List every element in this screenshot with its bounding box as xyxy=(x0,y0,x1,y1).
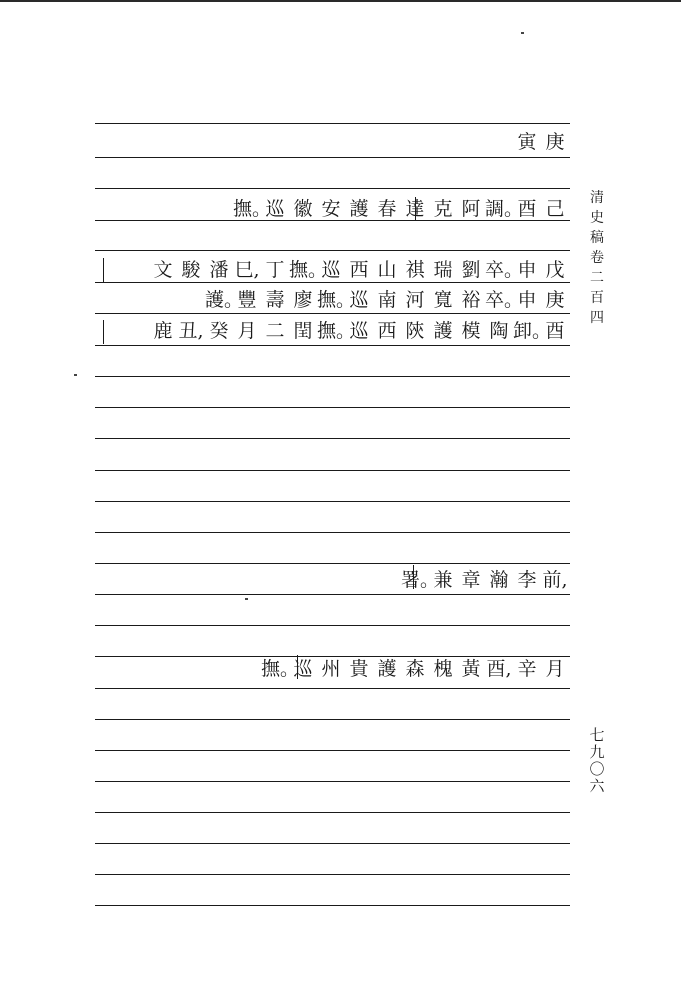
record-char: 黃 xyxy=(461,658,481,680)
record-char: 丑, xyxy=(178,320,204,342)
ruled-line xyxy=(95,157,570,158)
record-char: 戊 xyxy=(545,259,565,281)
ruled-line xyxy=(95,220,570,221)
record-char: 阿 xyxy=(461,198,481,220)
ruled-line xyxy=(95,501,570,502)
record-char: 護。 xyxy=(205,289,244,311)
volume-header xyxy=(585,188,609,328)
ruled-line xyxy=(95,532,570,533)
ruled-line xyxy=(95,750,570,751)
record-char: 南 xyxy=(377,289,397,311)
record-char: 兼 xyxy=(433,569,453,591)
record-char: 駿 xyxy=(181,259,201,281)
record-char: 卸。 xyxy=(513,320,552,342)
record-char: 前, xyxy=(542,569,568,591)
record-char: 潘 xyxy=(209,259,229,281)
record-char: 壽 xyxy=(265,289,285,311)
record-char: 撫。 xyxy=(233,198,272,220)
record-char: 閏 xyxy=(293,320,313,342)
page-number-char: 六 xyxy=(589,777,605,795)
record-char: 李 xyxy=(517,569,537,591)
record-char: 二 xyxy=(265,320,285,342)
record-char: 西 xyxy=(377,320,397,342)
ruled-line xyxy=(95,188,570,189)
scan-speck xyxy=(521,32,524,34)
record-char: 克 xyxy=(433,198,453,220)
record-char: 模 xyxy=(461,320,481,342)
record-char: 撫。 xyxy=(317,289,356,311)
record-char: 撫。 xyxy=(289,259,328,281)
record-char: 癸 xyxy=(209,320,229,342)
record-char: 庚 xyxy=(545,131,565,153)
record-char: 祺 xyxy=(405,259,425,281)
record-char: 護 xyxy=(377,658,397,680)
name-marker xyxy=(297,655,298,679)
record-char: 調。 xyxy=(485,198,524,220)
record-char: 安 xyxy=(321,198,341,220)
record-char: 撫。 xyxy=(317,320,356,342)
page-number-char: 〇 xyxy=(589,760,605,778)
record-char: 寅 xyxy=(517,131,537,153)
record-char: 劉 xyxy=(461,259,481,281)
record-row-r3 xyxy=(149,259,569,281)
record-char: 庚 xyxy=(545,289,565,311)
ruled-line xyxy=(95,313,570,314)
ruled-line xyxy=(95,438,570,439)
ruled-line xyxy=(95,688,570,689)
record-char: 月 xyxy=(545,658,565,680)
record-char: 西 xyxy=(349,259,369,281)
record-row-r4 xyxy=(205,289,569,311)
ruled-line xyxy=(95,470,570,471)
ruled-line xyxy=(95,656,570,657)
record-char: 豐 xyxy=(237,289,257,311)
page-number-char: 九 xyxy=(589,743,605,761)
ruled-line xyxy=(95,719,570,720)
record-char: 達 xyxy=(405,198,425,220)
top-border xyxy=(0,0,681,2)
ruled-line xyxy=(95,812,570,813)
record-row-r2 xyxy=(233,198,569,220)
record-char: 署。 xyxy=(401,569,440,591)
record-char: 州 xyxy=(321,658,341,680)
record-char: 寬 xyxy=(433,289,453,311)
record-char: 巳, xyxy=(234,259,260,281)
record-char: 瑞 xyxy=(433,259,453,281)
ruled-line xyxy=(95,625,570,626)
ruled-line xyxy=(95,282,570,283)
ruled-line xyxy=(95,407,570,408)
page-number xyxy=(585,727,609,795)
ruled-line xyxy=(95,594,570,595)
record-char: 巡 xyxy=(293,658,313,680)
record-row-r6 xyxy=(401,569,569,591)
record-char: 河 xyxy=(405,289,425,311)
record-char: 裕 xyxy=(461,289,481,311)
ruled-line xyxy=(95,905,570,906)
record-char: 酉, xyxy=(486,658,512,680)
header-char: 百 xyxy=(590,290,604,306)
record-char: 申 xyxy=(517,289,537,311)
record-char: 巡 xyxy=(349,289,369,311)
ruled-line xyxy=(95,123,570,124)
header-char: 四 xyxy=(590,310,604,326)
record-row-r7 xyxy=(261,658,569,680)
record-row-r1 xyxy=(513,131,569,153)
scan-speck xyxy=(245,598,248,600)
record-char: 文 xyxy=(153,259,173,281)
record-char: 槐 xyxy=(433,658,453,680)
record-char: 月 xyxy=(237,320,257,342)
record-char: 辛 xyxy=(517,658,537,680)
ruled-line xyxy=(95,563,570,564)
record-char: 酉 xyxy=(517,198,537,220)
record-row-r5 xyxy=(149,320,569,342)
name-marker xyxy=(413,565,414,589)
record-char: 春 xyxy=(377,198,397,220)
record-char: 森 xyxy=(405,658,425,680)
record-char: 丁 xyxy=(265,259,285,281)
record-char: 巡 xyxy=(265,198,285,220)
header-char: 二 xyxy=(590,270,604,286)
record-char: 撫。 xyxy=(261,658,300,680)
ruled-line xyxy=(95,376,570,377)
record-char: 護 xyxy=(433,320,453,342)
record-char: 徽 xyxy=(293,198,313,220)
record-char: 護 xyxy=(349,198,369,220)
record-char: 巡 xyxy=(349,320,369,342)
name-marker xyxy=(415,197,416,221)
header-char: 清 xyxy=(590,190,604,206)
header-char: 史 xyxy=(590,210,604,226)
record-char: 己 xyxy=(545,198,565,220)
record-char: 陝 xyxy=(405,320,425,342)
header-char: 卷 xyxy=(590,250,604,266)
name-marker xyxy=(103,320,104,344)
scan-speck xyxy=(74,374,77,376)
ruled-line xyxy=(95,843,570,844)
record-char: 瀚 xyxy=(489,569,509,591)
record-char: 卒。 xyxy=(485,259,524,281)
record-char: 申 xyxy=(517,259,537,281)
record-char: 廖 xyxy=(293,289,313,311)
ruled-line xyxy=(95,781,570,782)
page-number-char: 七 xyxy=(589,726,605,744)
record-char: 山 xyxy=(377,259,397,281)
header-char: 稿 xyxy=(590,230,604,246)
ruled-line xyxy=(95,874,570,875)
record-char: 卒。 xyxy=(485,289,524,311)
record-char: 酉 xyxy=(545,320,565,342)
record-char: 巡 xyxy=(321,259,341,281)
record-char: 章 xyxy=(461,569,481,591)
ruled-line xyxy=(95,345,570,346)
ruled-line xyxy=(95,250,570,251)
record-char: 鹿 xyxy=(153,320,173,342)
record-char: 貴 xyxy=(349,658,369,680)
name-marker xyxy=(103,258,104,282)
record-char: 陶 xyxy=(489,320,509,342)
